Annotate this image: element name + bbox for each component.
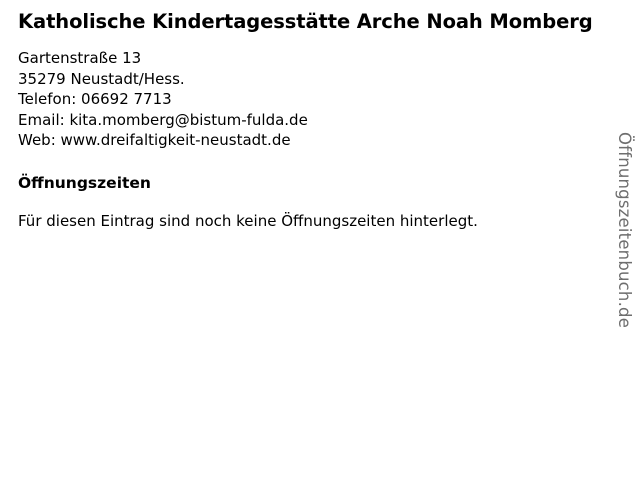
address-web: Web: www.dreifaltigkeit-neustadt.de bbox=[18, 131, 291, 149]
opening-hours-notice: Für diesen Eintrag sind noch keine Öffnungszeiten hinterlegt. bbox=[18, 211, 478, 230]
address-city: 35279 Neustadt/Hess. bbox=[18, 69, 185, 88]
opening-hours-heading: Öffnungszeiten bbox=[18, 173, 151, 192]
address-phone: Telefon: 06692 7713 bbox=[18, 90, 172, 108]
entry-content bbox=[18, 10, 598, 231]
address-street: Gartenstraße 13 bbox=[18, 49, 142, 67]
address-email: Email: kita.momberg@bistum-fulda.de bbox=[18, 110, 308, 129]
address-block bbox=[18, 48, 598, 151]
page-title: Katholische Kindertagesstätte Arche Noah Momberg bbox=[18, 10, 593, 33]
watermark-label: Öffnungszeitenbuch.de bbox=[615, 132, 634, 329]
